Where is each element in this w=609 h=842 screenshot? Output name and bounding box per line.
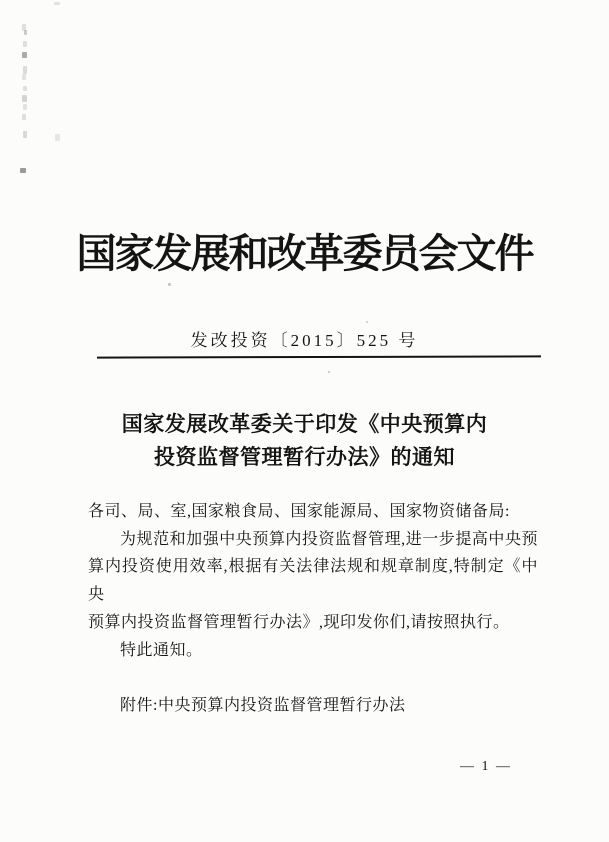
header-divider-rule (97, 355, 541, 358)
subject-line-1: 国家发展改革委关于印发《中央预算内 (121, 412, 488, 436)
scan-speck (22, 52, 27, 58)
document-subject (0, 408, 609, 474)
scan-speck (24, 30, 27, 35)
paragraph-line-3: 预算内投资监督管理暂行办法》,现印发你们,请按照执行。 (88, 613, 510, 631)
scan-speck (23, 86, 27, 91)
page-number: — 1 — (460, 759, 512, 774)
scan-speck (23, 104, 27, 110)
scan-speck (22, 24, 26, 31)
attachment-line: 附件:中央预算内投资监督管理暂行办法 (120, 697, 406, 715)
scan-speck (328, 371, 330, 373)
document-body (88, 498, 538, 720)
scan-speck (22, 95, 27, 102)
scan-speck (22, 114, 26, 120)
scan-speck (23, 131, 27, 138)
closing-line: 特此通知。 (120, 641, 203, 659)
scan-speck (23, 41, 27, 47)
scan-speck (20, 168, 26, 173)
subject-line-2: 投资监督管理暂行办法》的通知 (154, 445, 455, 469)
letterhead-title: 国家发展和改革委员会文件 (76, 231, 533, 276)
recipients-line: 各司、局、室,国家粮食局、国家能源局、国家物资储备局: (88, 503, 510, 520)
scan-speck (55, 134, 60, 141)
scan-speck (54, 2, 60, 5)
scan-speck (22, 74, 26, 80)
scan-speck (168, 283, 171, 286)
scan-speck (366, 321, 368, 323)
document-number: 发改投资〔2015〕525 号 (190, 331, 419, 350)
paragraph-line-2: 算内投资使用效率,根据有关法律法规和规章制度,特制定《中央 (88, 558, 538, 604)
paragraph-line-1: 为规范和加强中央预算内投资监督管理,进一步提高中央预 (120, 530, 538, 548)
scan-speck (23, 66, 27, 74)
